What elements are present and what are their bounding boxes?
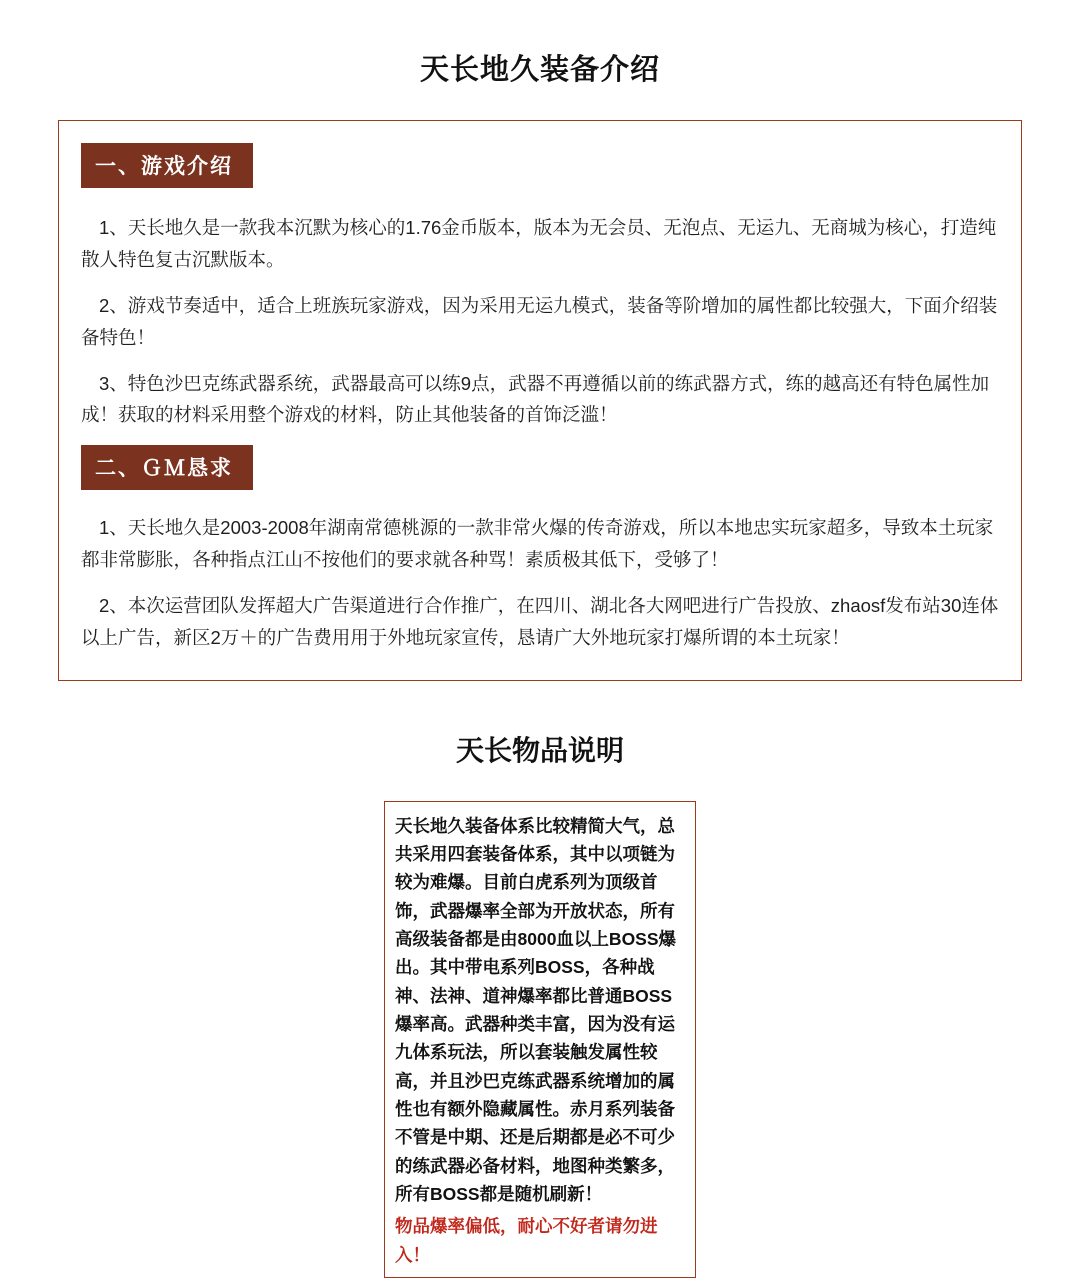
section-title-items: 天长物品说明 (455, 734, 624, 766)
items-warning-text: 物品爆率偏低，耐心不好者请勿进入！ (395, 1216, 658, 1265)
paragraph: 2、本次运营团队发挥超大广告渠道进行合作推广，在四川、湖北各大网吧进行广告投放、zhaosf发布站30连体以上广告，新区2万＋的广告费用用于外地玩家宣传，恳请广大外地玩家打爆所谓的本土玩家！ (81, 594, 999, 648)
page-title: 天长地久装备介绍 (419, 54, 660, 87)
section-heading-gm-request: 二、ＧＭ恳求 (81, 445, 253, 490)
paragraph: 1、天长地久是2003-2008年湖南常德桃源的一款非常火爆的传奇游戏，所以本地忠实玩家超多，导致本土玩家都非常膨胀，各种指点江山不按他们的要求就各种骂！素质极其低下，受够了！ (81, 517, 994, 571)
items-description-panel (384, 801, 696, 1278)
paragraph: 1、天长地久是一款我本沉默为核心的1.76金币版本，版本为无会员、无泡点、无运九、无商城为核心，打造纯散人特色复古沉默版本。 (81, 217, 997, 271)
paragraph: 2、游戏节奏适中，适合上班族玩家游戏，因为采用无运九模式，装备等阶增加的属性都比较强大，下面介绍装备特色！ (81, 295, 998, 348)
document-page (0, 19, 1080, 1278)
introduction-panel (58, 120, 1022, 680)
items-description-body: 天长地久装备体系比较精简大气，总共采用四套装备体系，其中以项链为较为难爆。目前白虎系列为顶级首饰，武器爆率全部为开放状态，所有高级装备都是由8000血以上BOSS爆出。其中带电系列BOSS，各种战神、法神、道神爆率都比普通BOSS爆率高。武器种类丰富，因为没有运九体系玩法，所以套装触发属性较高，并且沙巴克练武器系统增加的属性也有额外隐藏属性。赤月系列装备不管是中期、还是后期都是必不可少的练武器必备材料，地图种类繁多，所有BOSS都是随机刷新！ (395, 815, 677, 1205)
section-heading-game-intro: 一、游戏介绍 (81, 143, 253, 188)
paragraph: 3、特色沙巴克练武器系统，武器最高可以练9点，武器不再遵循以前的练武器方式，练的越高还有特色属性加成！获取的材料采用整个游戏的材料，防止其他装备的首饰泛滥！ (81, 372, 990, 426)
